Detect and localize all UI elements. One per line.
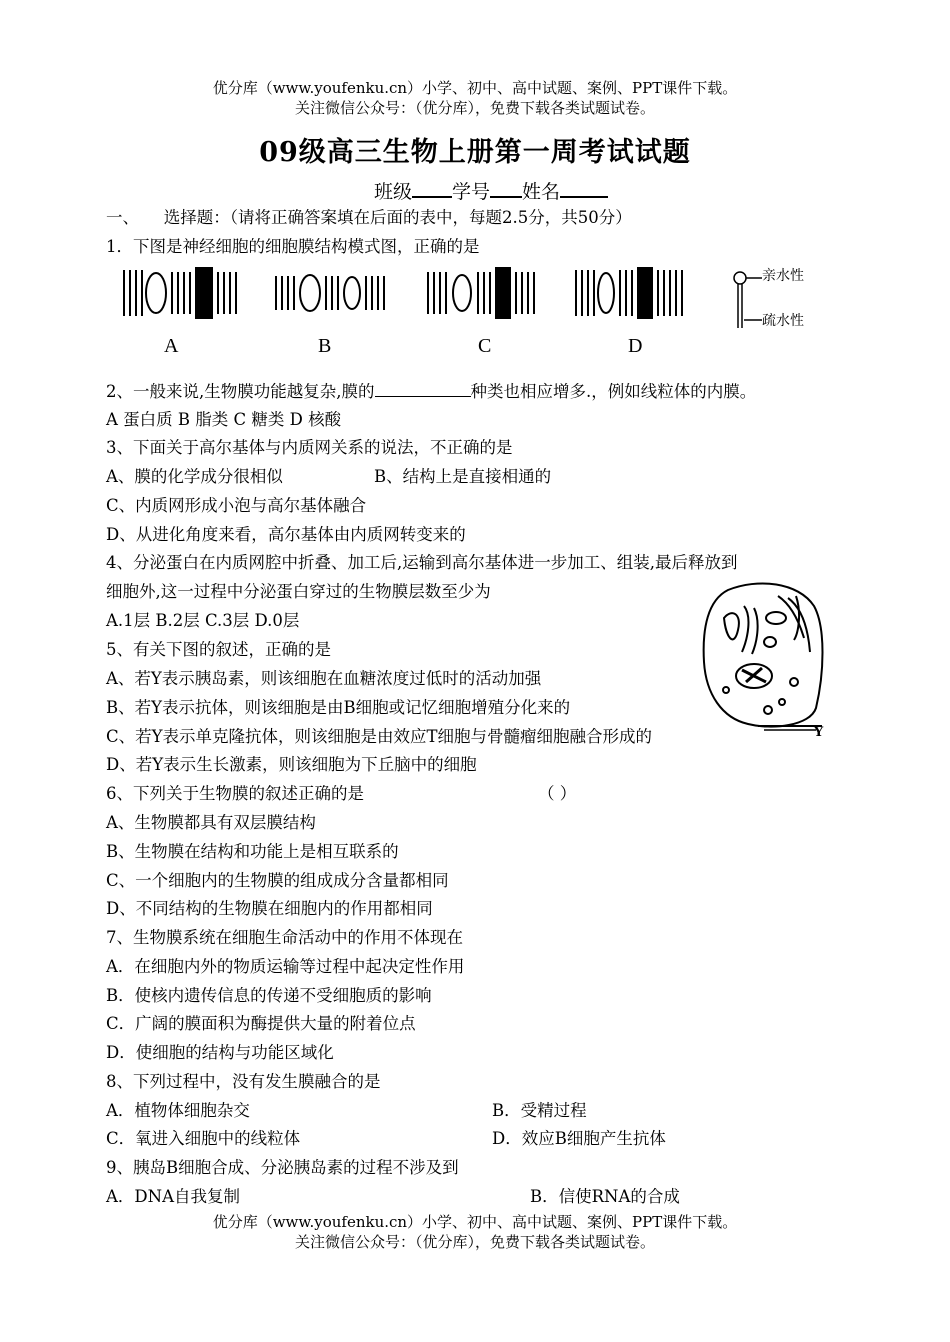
q5-stem: 5、有关下图的叙述，正确的是 — [106, 640, 331, 659]
q5-option-d: D、若Y表示生长激素，则该细胞为下丘脑中的细胞 — [106, 755, 477, 774]
q8-option-a: A．植物体细胞杂交 — [106, 1101, 250, 1120]
q6-option-a: A、生物膜都具有双层膜结构 — [106, 813, 316, 832]
q5-option-c: C、若Y表示单克隆抗体，则该细胞是由效应T细胞与骨髓瘤细胞融合形成的 — [106, 727, 653, 746]
q4-stem-1: 4、分泌蛋白在内质网腔中折叠、加工后,运输到高尔基体进一步加工、组装,最后释放到 — [106, 553, 738, 572]
membrane-figure-a — [120, 262, 240, 324]
section-heading: 一、 选择题：（请将正确答案填在后面的表中，每题2.5分，共50分） — [106, 208, 632, 227]
class-label: 班级 — [374, 181, 413, 203]
q3-option-d: D、从进化角度来看，高尔基体由内质网转变来的 — [106, 525, 466, 544]
q4-stem-2: 细胞外,这一过程中分泌蛋白穿过的生物膜层数至少为 — [106, 582, 491, 601]
q7-option-d: D．使细胞的结构与功能区域化 — [106, 1043, 334, 1062]
q8-option-d: D．效应B细胞产生抗体 — [492, 1129, 666, 1148]
q4-options: A.1层 B.2层 C.3层 D.0层 — [106, 611, 300, 630]
q2-stem: 2、一般来说,生物膜功能越复杂,膜的 种类也相应增多.，例如线粒体的内膜。 — [106, 382, 757, 401]
name-label: 姓名 — [522, 181, 561, 203]
membrane-figure-c — [424, 262, 544, 324]
q6-answer-paren[interactable]: （ ） — [538, 784, 577, 803]
q9-option-a: A．DNA自我复制 — [106, 1187, 240, 1206]
q3-option-c: C、内质网形成小泡与高尔基体融合 — [106, 496, 367, 515]
phospholipid-icon — [730, 268, 764, 334]
secretory-cell-figure — [698, 578, 834, 740]
number-blank[interactable] — [490, 178, 522, 198]
q6-option-c: C、一个细胞内的生物膜的组成成分含量都相同 — [106, 871, 449, 890]
name-blank[interactable] — [560, 178, 608, 198]
page-title: 09级高三生物上册第一周考试试题 — [259, 137, 691, 168]
q6-option-b: B、生物膜在结构和功能上是相互联系的 — [106, 842, 399, 861]
q6-stem: 6、下列关于生物膜的叙述正确的是 — [106, 784, 364, 803]
q9-stem: 9、胰岛B细胞合成、分泌胰岛素的过程不涉及到 — [106, 1158, 459, 1177]
q2-options: A 蛋白质 B 脂类 C 糖类 D 核酸 — [106, 410, 342, 429]
q7-stem: 7、生物膜系统在细胞生命活动中的作用不体现在 — [106, 928, 463, 947]
q5-option-a: A、若Y表示胰岛素，则该细胞在血糖浓度过低时的活动加强 — [106, 669, 542, 688]
membrane-figure-d — [572, 262, 692, 324]
membrane-label-b: B — [318, 335, 332, 357]
header-line-2: 关注微信公众号：（优分库），免费下载各类试题试卷。 — [294, 99, 655, 117]
secretion-arrow — [762, 724, 822, 738]
footer-line-1: 优分库（www.youfenku.cn）小学、初中、高中试题、案例、PPT课件下载。 — [212, 1213, 738, 1231]
hydrophobic-label: 疏水性 — [762, 313, 804, 329]
student-info-fields — [374, 177, 608, 204]
q7-option-c: C．广阔的膜面积为酶提供大量的附着位点 — [106, 1014, 416, 1033]
membrane-figure-b — [272, 262, 392, 324]
q5-option-b: B、若Y表示抗体，则该细胞是由B细胞或记忆细胞增殖分化来的 — [106, 698, 571, 717]
q7-option-a: A．在细胞内外的物质运输等过程中起决定性作用 — [106, 957, 465, 976]
membrane-label-c: C — [478, 335, 492, 357]
hydrophilic-label: 亲水性 — [762, 268, 804, 284]
q6-option-d: D、不同结构的生物膜在细胞内的作用都相同 — [106, 899, 433, 918]
footer-line-2: 关注微信公众号：（优分库），免费下载各类试题试卷。 — [294, 1233, 655, 1251]
membrane-label-d: D — [628, 335, 643, 357]
q2-blank[interactable] — [375, 380, 471, 397]
secretion-label-y: Y — [814, 725, 824, 740]
q9-option-b: B．信使RNA的合成 — [530, 1187, 680, 1206]
number-label: 学号 — [452, 181, 491, 203]
q3-option-a: A、膜的化学成分很相似 — [106, 467, 283, 486]
header-line-1: 优分库（www.youfenku.cn）小学、初中、高中试题、案例、PPT课件下载。 — [212, 79, 738, 97]
class-blank[interactable] — [412, 178, 452, 198]
q8-option-c: C．氧进入细胞中的线粒体 — [106, 1129, 301, 1148]
membrane-label-a: A — [164, 335, 179, 357]
q1-stem: 1．下图是神经细胞的细胞膜结构模式图，正确的是 — [106, 237, 480, 256]
q7-option-b: B．使核内遗传信息的传递不受细胞质的影响 — [106, 986, 432, 1005]
q3-stem: 3、下面关于高尔基体与内质网关系的说法，不正确的是 — [106, 438, 513, 457]
q3-option-b: B、结构上是直接相通的 — [374, 467, 552, 486]
q8-stem: 8、下列过程中，没有发生膜融合的是 — [106, 1072, 381, 1091]
q8-option-b: B．受精过程 — [492, 1101, 587, 1120]
